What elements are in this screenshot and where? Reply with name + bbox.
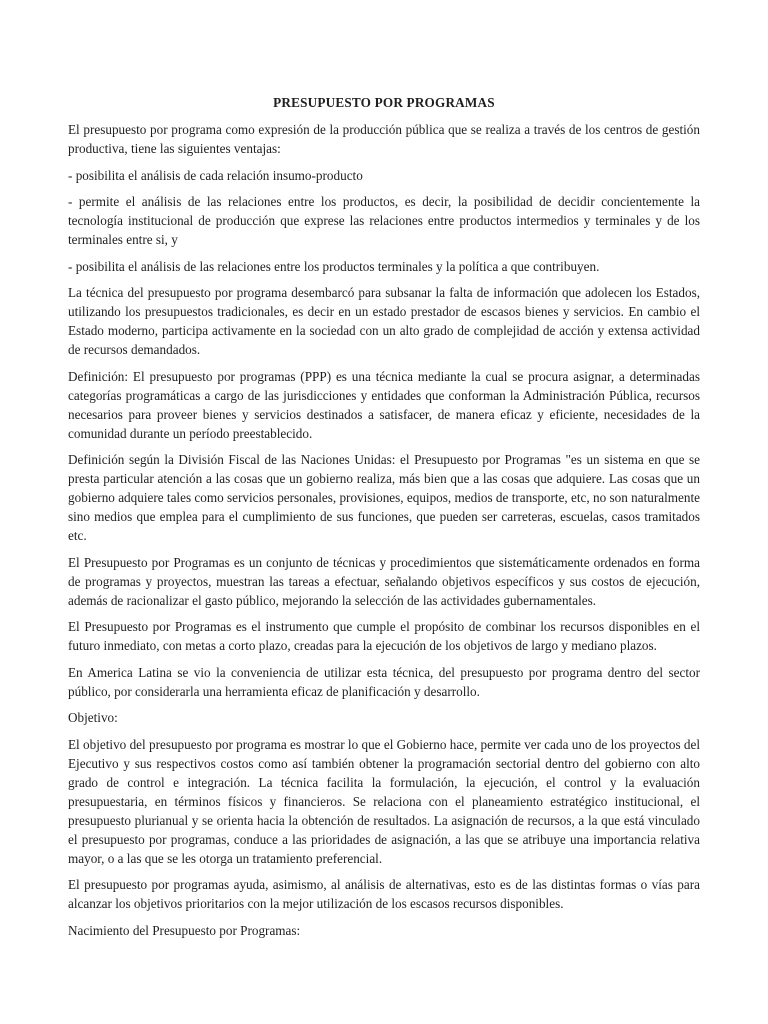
paragraph-alternatives: El presupuesto por programas ayuda, asimismo, al análisis de alternativas, esto es de las distintas formas o vías para alcanzar los objetivos prioritarios con la mejor utilización de los escasos recursos disponibles. xyxy=(68,877,700,911)
paragraph-advantage-1: - posibilita el análisis de cada relación insumo-producto xyxy=(68,167,363,183)
paragraph-latin-america: En America Latina se vio la conveniencia de utilizar esta técnica, del presupuesto por programa dentro del sector público, por considerarla una herramienta eficaz de planificación y desarrollo. xyxy=(68,664,700,699)
paragraph-objective: El objetivo del presupuesto por programa es mostrar lo que el Gobierno hace, permite ver cada uno de los proyectos del Ejecutivo y sus respectivos costos como así también obtener la programación sectorial dentro del gobierno con alto grado de control e integración. La técnica facilita la formulación, la ejecución, el control y la evaluación presupuestaria, en términos físicos y financieros. Se relaciona con el planeamiento estratégico institucional, el presupuesto plurianual y se orienta hacia la obtención de resultados. La asignación de recursos, a la que está vinculado el presupuesto por programas, conduce a las prioridades de asignación, a las que se atribuye una importancia relativa mayor, o a las que se les otorga un tratamiento preferencial. xyxy=(68,736,700,866)
paragraph-definition: Definición: El presupuesto por programas (PPP) es una técnica mediante la cual se procura asignar, a determinadas categorías programáticas a cargo de las jurisdicciones y entidades que conforman la Administración Pública, recursos necesarios para proveer bienes y servicios destinados a satisfacer, de manera eficaz y eficiente, necesidades de la comunidad durante un período preestablecido. xyxy=(68,368,700,441)
paragraph-instrument: El Presupuesto por Programas es el instrumento que cumple el propósito de combinar los recursos disponibles en el futuro inmediato, con metas a corto plazo, creadas para la ejecución de los objetivos de largo y mediano plazos. xyxy=(68,619,700,653)
document-page xyxy=(68,93,700,947)
heading-objective: Objetivo: xyxy=(68,710,118,725)
heading-origin: Nacimiento del Presupuesto por Programas: xyxy=(68,922,301,938)
paragraph-techniques-set: El Presupuesto por Programas es un conjunto de técnicas y procedimientos que sistemáticamente ordenados en forma de programas y proyectos, muestran las tareas a efectuar, señalando objetivos específicos y sus costos de ejecución, además de racionalizar el gasto público, mejorando la selección de las actividades gubernamentales. xyxy=(68,554,700,608)
paragraph-un-definition: Definición según la División Fiscal de las Naciones Unidas: el Presupuesto por Programas "es un sistema en que se presta particular atención a las cosas que un gobierno realiza, más bien que a las cosas que adquiere. Las cosas que un gobierno adquiere tales como servicios personales, provisiones, equipos, medios de transporte, etc, no son naturalmente sino medios que emplea para el cumplimiento de sus funciones, que pueden ser carreteras, escuelas, casos tramitados etc. xyxy=(68,452,700,543)
paragraph-intro: El presupuesto por programa como expresión de la producción pública que se realiza a través de los centros de gestión productiva, tiene las siguientes ventajas: xyxy=(68,122,700,156)
paragraph-advantage-3: - posibilita el análisis de las relaciones entre los productos terminales y la política a que contribuyen. xyxy=(68,258,600,274)
paragraph-advantage-2: - permite el análisis de las relaciones entre los productos, es decir, la posibilidad de decidir concientemente la tecnología institucional de producción que exprese las relaciones entre productos intermedios y terminales y de los terminales entre si, y xyxy=(68,194,700,247)
paragraph-technique: La técnica del presupuesto por programa desembarcó para subsanar la falta de información que adolecen los Estados, utilizando los presupuestos tradicionales, es decir en un estado prestador de escasos bienes y servicios. En cambio el Estado moderno, participa activamente en la sociedad con un alto grado de complejidad de acción y extensa actividad de recursos demandados. xyxy=(68,285,700,357)
document-title: PRESUPUESTO POR PROGRAMAS xyxy=(273,95,495,110)
